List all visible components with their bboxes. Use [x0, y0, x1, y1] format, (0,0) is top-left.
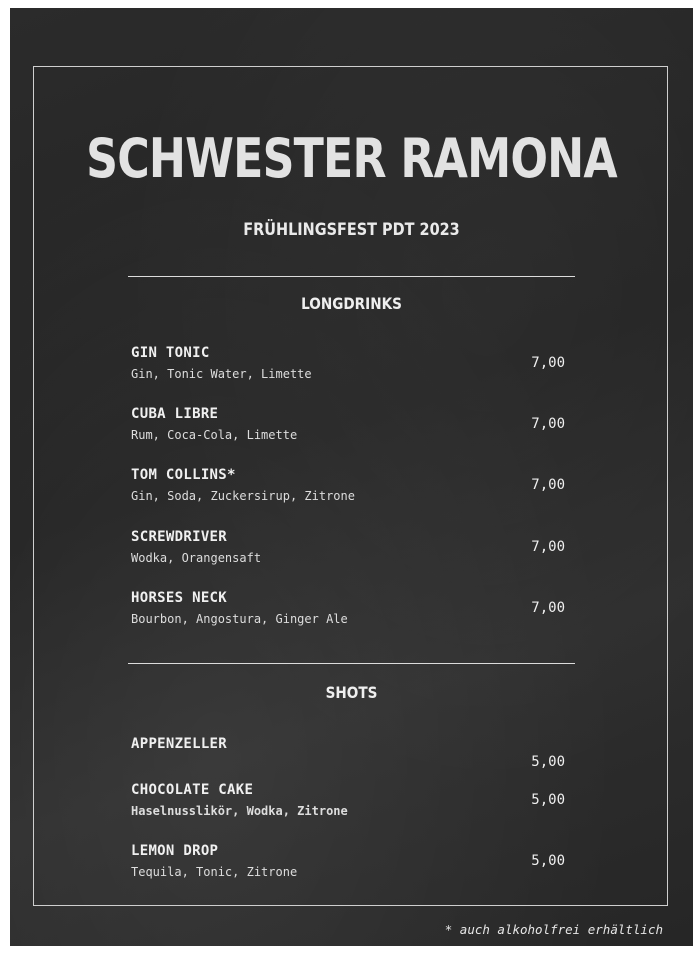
footnote: * auch alkoholfrei erhältlich [444, 922, 663, 937]
section-heading-shots: SHOTS [325, 683, 378, 702]
menu-item-screwdriver [131, 529, 571, 573]
item-price: 7,00 [531, 416, 565, 432]
menu-title: SCHWESTER RAMONA [86, 127, 617, 190]
item-name: CUBA LIBRE [131, 406, 219, 422]
item-description: Tequila, Tonic, Zitrone [131, 865, 298, 879]
item-name: APPENZELLER [131, 736, 228, 752]
divider-shots [128, 663, 575, 664]
item-price: 7,00 [531, 355, 565, 371]
divider-longdrinks [128, 276, 575, 277]
item-name: GIN TONIC [131, 345, 210, 361]
item-price: 5,00 [531, 754, 565, 770]
section-heading-longdrinks: LONGDRINKS [301, 294, 402, 313]
menu-item-appenzeller [131, 736, 571, 780]
item-description: Wodka, Orangensaft [131, 551, 262, 565]
item-name: TOM COLLINS* [131, 467, 236, 483]
item-name: HORSES NECK [131, 590, 228, 606]
item-price: 5,00 [531, 853, 565, 869]
item-price: 7,00 [531, 477, 565, 493]
item-name: LEMON DROP [131, 843, 219, 859]
menu-item-lemon-drop [131, 843, 571, 887]
item-description: Gin, Tonic Water, Limette [131, 367, 312, 381]
item-description: Gin, Soda, Zuckersirup, Zitrone [131, 489, 355, 503]
menu-item-horses-neck [131, 590, 571, 634]
item-price: 7,00 [531, 600, 565, 616]
item-price: 5,00 [531, 792, 565, 808]
item-name: SCREWDRIVER [131, 529, 228, 545]
item-description: Bourbon, Angostura, Ginger Ale [131, 612, 348, 626]
menu-item-gin-tonic [131, 345, 571, 389]
item-description: Rum, Coca-Cola, Limette [131, 428, 298, 442]
menu-subtitle: FRÜHLINGSFEST PDT 2023 [243, 220, 460, 240]
item-price: 7,00 [531, 539, 565, 555]
menu-item-tom-collins [131, 467, 571, 511]
menu-item-cuba-libre [131, 406, 571, 450]
menu-item-chocolate-cake [131, 782, 571, 826]
item-description: Haselnusslikör, Wodka, Zitrone [131, 804, 348, 818]
menu-board [10, 8, 693, 946]
item-name: CHOCOLATE CAKE [131, 782, 254, 798]
